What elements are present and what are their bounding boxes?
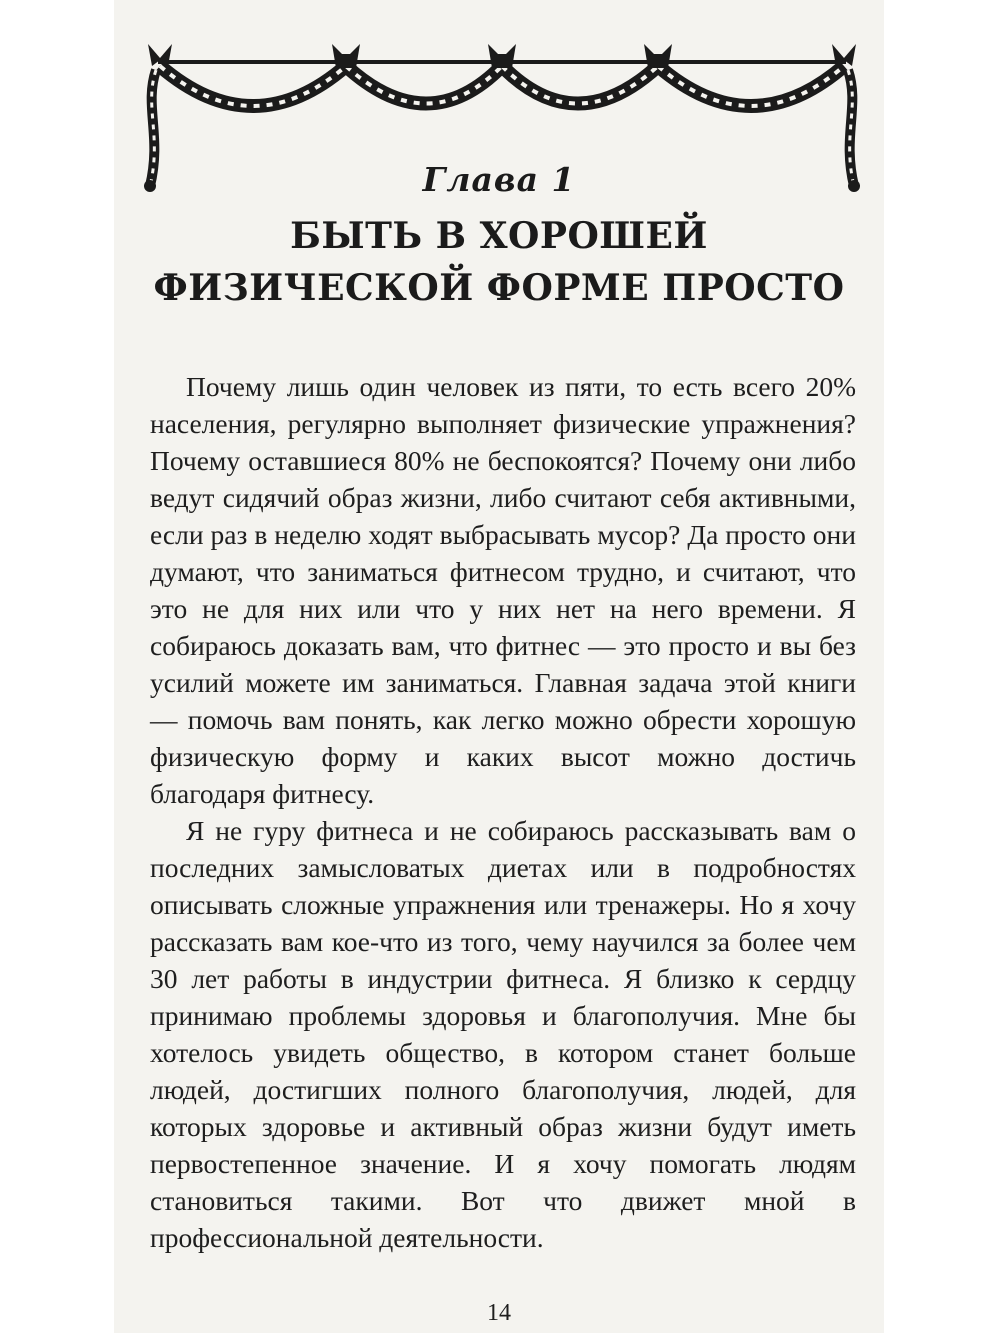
paragraph: Почему лишь один человек из пяти, то есть всего 20% населения, регулярно выполняет физические упражнения? Почему оставшиеся 80% не беспокоятся? Почему они либо ведут сидячий образ жизни, либо считают себя активными, если раз в неделю ходят выбрасывать мусор? Да просто они думают, что заниматься фитнесом трудно, и считают, что это не для них или что у них нет на него времени. Я собираюсь доказать вам, что фитнес — это просто и вы без усилий можете им заниматься. Главная задача этой книги — помочь вам понять, как легко можно обрести хорошую физическую форму и каких высот можно достичь благодаря фитнесу. bbox=[150, 371, 856, 809]
chapter-body bbox=[150, 368, 856, 1256]
chapter-label: Глава 1 bbox=[422, 160, 576, 199]
paragraph: Я не гуру фитнеса и не собираюсь рассказывать вам о последних замысловатых диетах или в подробностях описывать сложные упражнения или тренажеры. Но я хочу рассказать вам кое-что из того, чему научился за более чем 30 лет работы в индустрии фитнеса. Я близко к сердцу принимаю проблемы здоровья и благополучия. Мне бы хотелось увидеть общество, в котором станет больше людей, достигших полного благополучия, людей, для которых здоровье и активный образ жизни будут иметь первостепенное значение. И я хочу помогать людям становиться такими. Вот что движет мной в профессиональной деятельности. bbox=[150, 815, 856, 1253]
book-page bbox=[114, 0, 884, 1333]
chapter-title-line: БЫТЬ В ХОРОШЕЙ bbox=[290, 215, 708, 257]
chapter-title bbox=[114, 210, 884, 314]
page-number: 14 bbox=[487, 1300, 511, 1326]
chapter-title-line: ФИЗИЧЕСКОЙ ФОРМЕ ПРОСТО bbox=[153, 267, 845, 309]
